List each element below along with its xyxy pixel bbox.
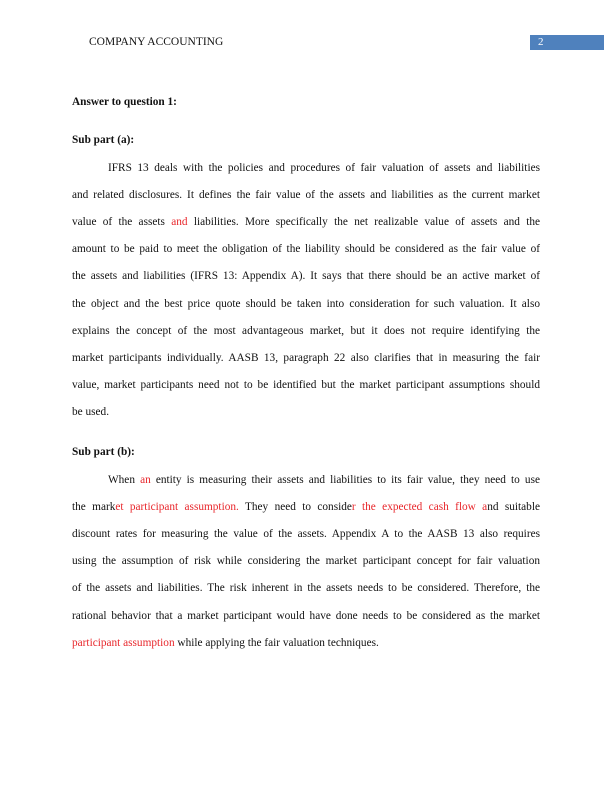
text-segment: They need to conside <box>238 501 352 514</box>
running-header: COMPANY ACCOUNTING <box>89 36 224 48</box>
text-segment: market participants individually. AASB 13, paragraph 22 also clarifies that in measuring the fair <box>72 351 540 364</box>
paragraph-line <box>72 554 540 568</box>
paragraph-line <box>72 378 540 392</box>
paragraph-line <box>72 636 540 650</box>
paragraph-line <box>72 581 540 595</box>
text-segment: IFRS 13 deals with the policies and procedures of fair valuation of assets and liabilities <box>108 162 540 174</box>
text-segment: be used. <box>72 405 110 418</box>
paragraph-line <box>72 188 540 202</box>
paragraph-line <box>72 500 540 514</box>
page-number: 2 <box>538 36 544 48</box>
paragraph-line <box>108 161 540 175</box>
text-segment: and related disclosures. It defines the fair value of the assets and liabilities as the current market <box>72 189 540 202</box>
question-heading: Answer to question 1: <box>72 96 177 108</box>
paragraph-line <box>108 473 540 487</box>
paragraph-line <box>72 351 540 365</box>
paragraph-line <box>72 215 540 229</box>
text-segment: while applying the fair valuation techniques. <box>174 636 379 649</box>
paragraph-line <box>72 609 540 623</box>
text-segment: rational behavior that a market participant would have done needs to be considered as the market <box>72 609 540 622</box>
paragraph-line <box>72 324 540 338</box>
paragraph-line <box>72 405 540 419</box>
text-segment: of the assets and liabilities. The risk inherent in the assets needs to be considered. Therefore, the <box>72 582 540 595</box>
text-segment: discount rates for measuring the value of the assets. Appendix A to the AASB 13 also requires <box>72 528 540 541</box>
text-segment: amount to be paid to meet the obligation of the liability should be considered as the fair value of <box>72 243 540 256</box>
paragraph-line <box>72 297 540 311</box>
subpart-heading: Sub part (a): <box>72 134 135 146</box>
paragraph-line <box>72 269 540 283</box>
highlighted-text: r the expected cash flow a <box>351 501 488 514</box>
paragraph-line <box>72 527 540 541</box>
text-segment: the mark <box>72 501 116 514</box>
text-segment: value of the assets <box>72 216 172 229</box>
highlighted-text: et participant assumption. <box>115 501 239 514</box>
highlighted-text: participant assumption <box>72 636 175 649</box>
page-number-box <box>530 35 604 50</box>
highlighted-text: and <box>171 216 188 229</box>
paragraph-line <box>72 242 540 256</box>
text-segment: value, market participants need not to be identified but the market participant assumptions should <box>72 378 540 391</box>
subpart-heading: Sub part (b): <box>72 446 135 458</box>
highlighted-text: an <box>140 474 151 486</box>
text-segment: entity is measuring their assets and liabilities to its fair value, they need to use <box>150 474 540 486</box>
text-segment: the object and the best price quote should be taken into consideration for such valuation. It also <box>72 297 540 310</box>
text-segment: liabilities. More specifically the net realizable value of assets and the <box>187 216 541 229</box>
text-segment: When <box>108 474 141 486</box>
text-segment: nd suitable <box>487 501 540 514</box>
text-segment: explains the concept of the most advantageous market, but it does not require identifying the <box>72 324 540 337</box>
text-segment: using the assumption of risk while considering the market participant concept for fair valuation <box>72 555 540 568</box>
text-segment: the assets and liabilities (IFRS 13: Appendix A). It says that there should be an active market of <box>72 270 540 283</box>
